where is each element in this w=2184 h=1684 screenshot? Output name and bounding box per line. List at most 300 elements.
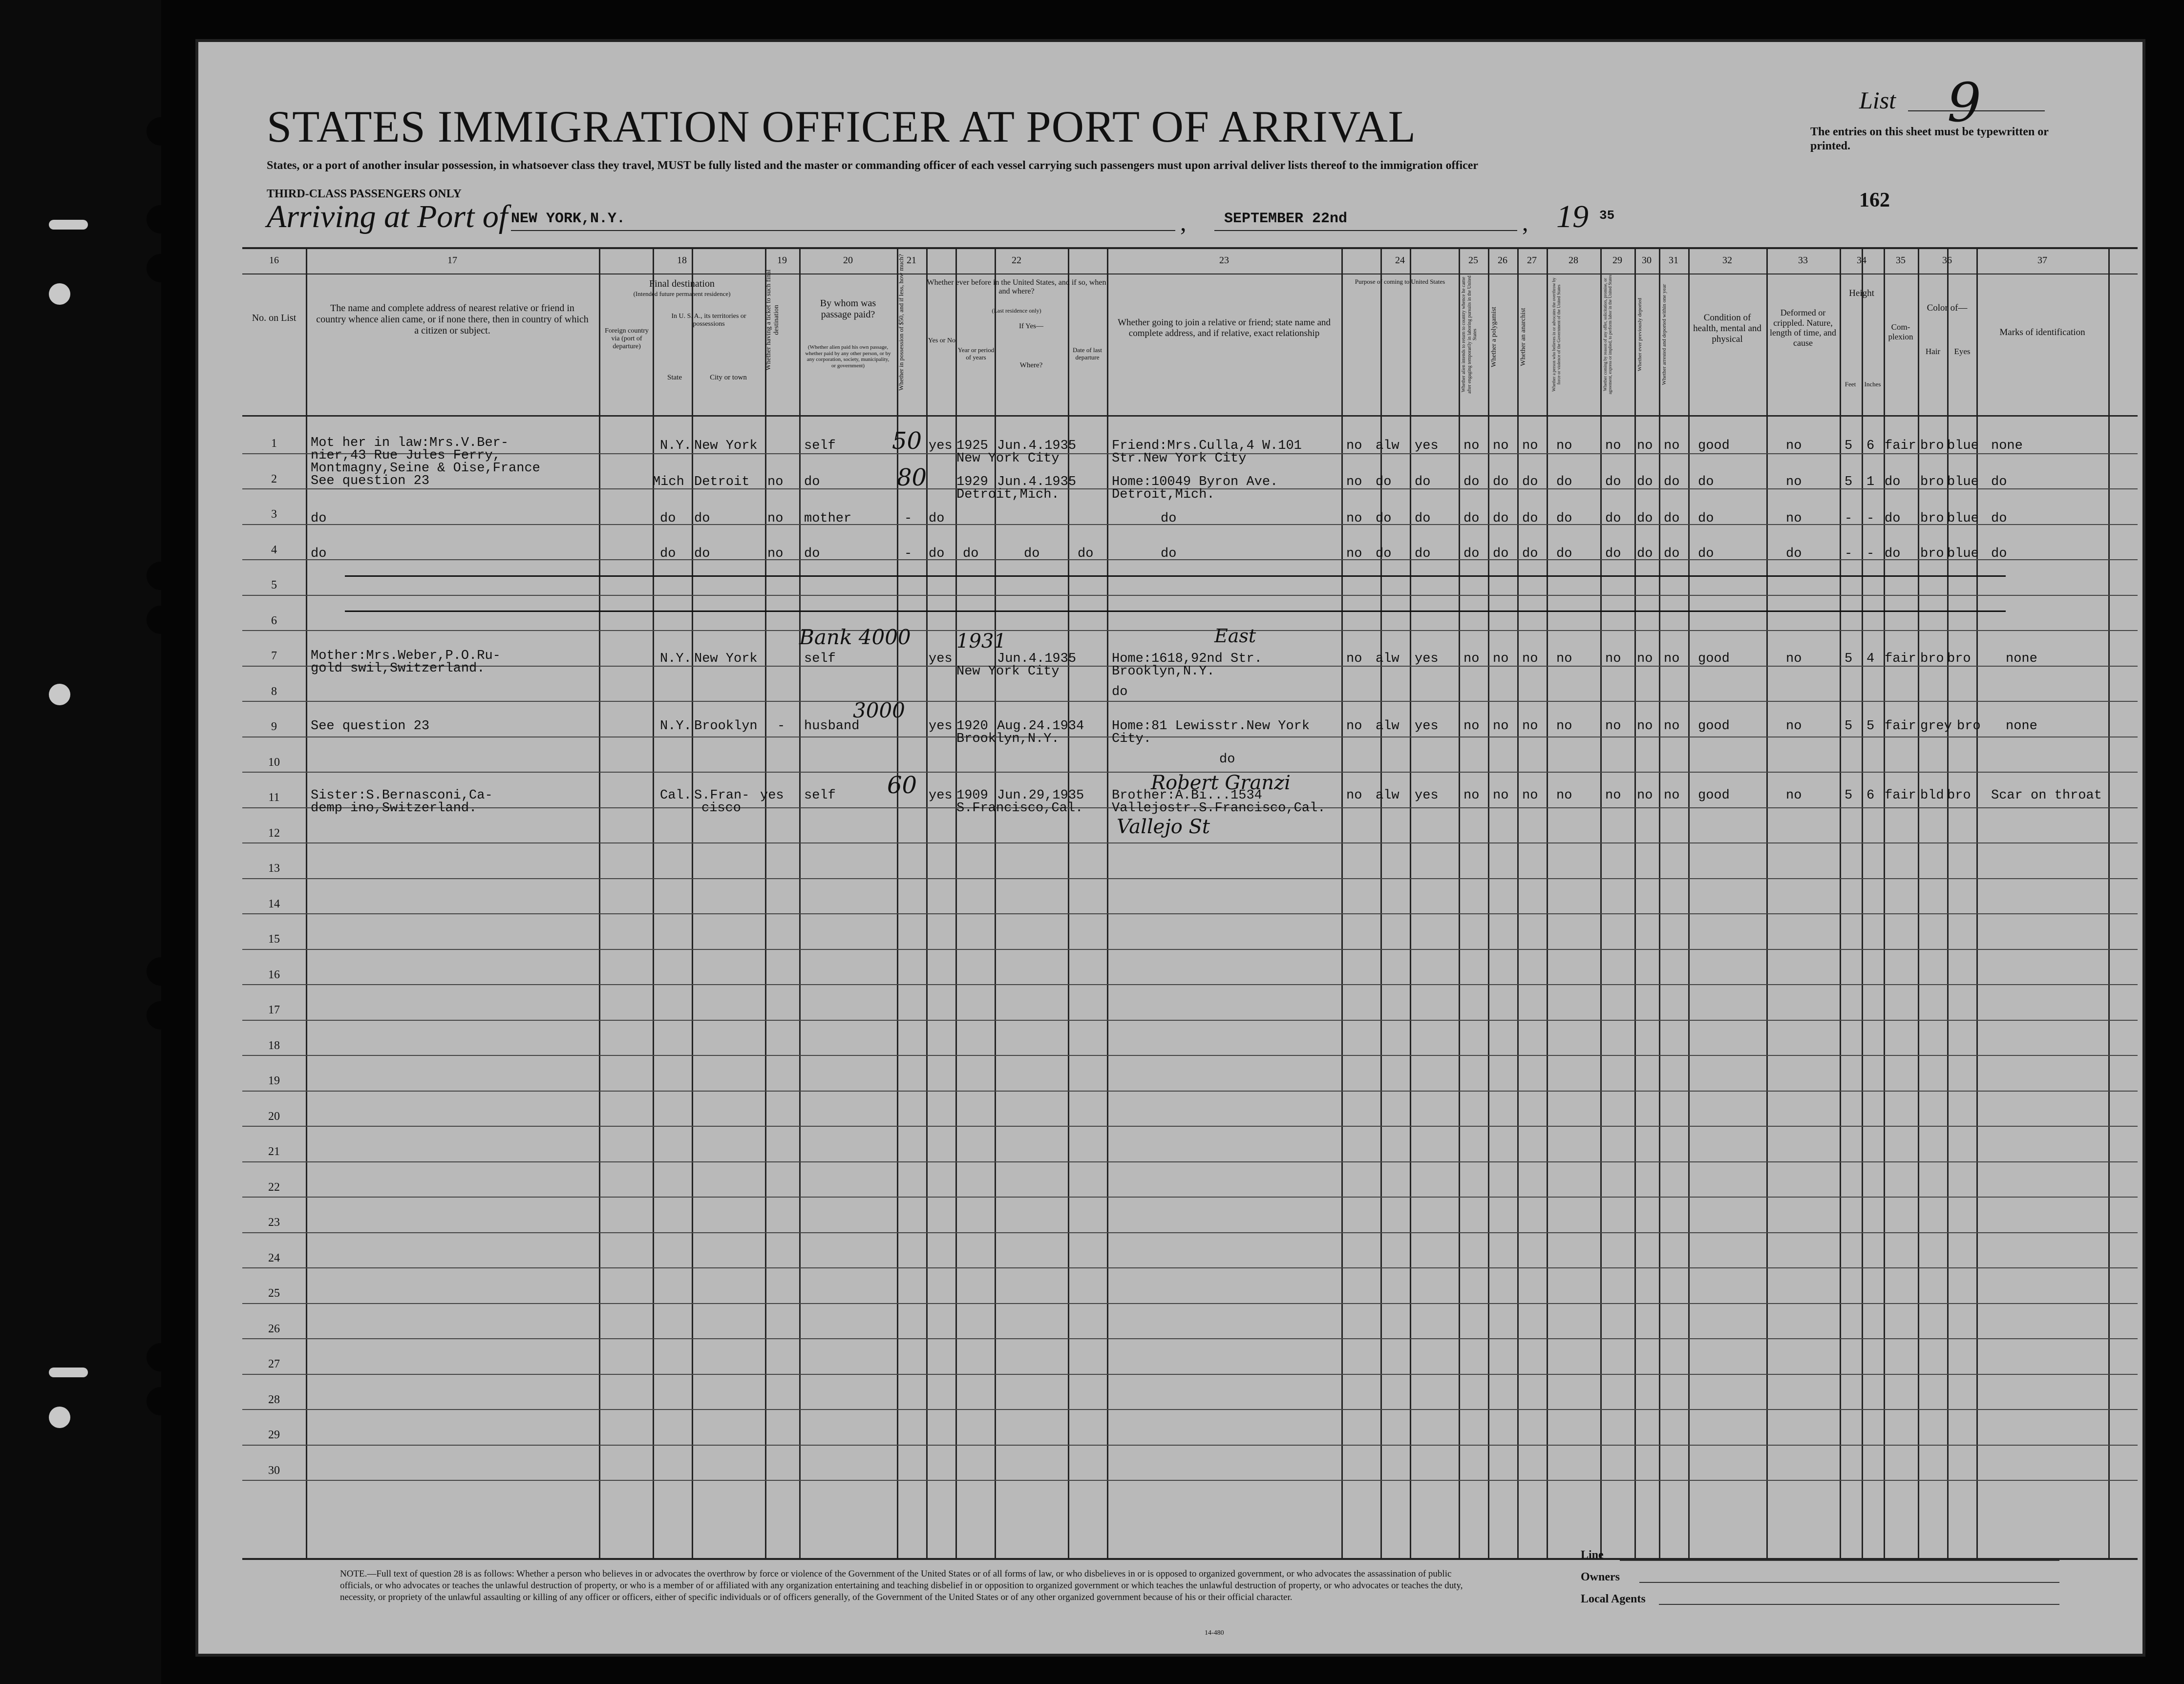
r9-before: yes — [929, 719, 953, 734]
r11-relative-line1: Sister:S.Bernasconi,Ca- — [311, 788, 493, 803]
r2-c31: do — [1664, 475, 1680, 489]
r3-length: do — [1376, 511, 1392, 526]
row-divider — [242, 1055, 2138, 1056]
row-number: 4 — [271, 544, 277, 556]
header-c22-sub: (Last residence only) — [992, 307, 1041, 314]
r7-eyes: bro — [1947, 652, 1971, 666]
binding-hole — [49, 684, 70, 705]
r9-purpose: no — [1346, 719, 1362, 734]
form-number: 14-480 — [1205, 1629, 1224, 1637]
r2-paid: do — [804, 475, 820, 489]
column-divider — [1840, 249, 1841, 1558]
r1-inches: 6 — [1866, 439, 1875, 453]
year-suffix: 35 — [1599, 208, 1615, 223]
colnum-27: 27 — [1527, 255, 1537, 266]
r3-deformed: no — [1786, 511, 1802, 526]
header-c22-year: Year or period of years — [957, 346, 995, 361]
r1-complexion: fair — [1885, 439, 1916, 453]
r11-relative-line2: demp ino,Switzerland. — [311, 801, 477, 816]
r3-feet: - — [1845, 511, 1853, 526]
r2-c29: do — [1605, 475, 1621, 489]
r9-complexion: fair — [1885, 719, 1916, 734]
r1-relative-line1: Mot her in law:Mrs.V.Ber- — [311, 436, 509, 450]
r4-c29: do — [1605, 547, 1621, 561]
r4-eyes: blue — [1947, 547, 1979, 561]
column-divider — [1107, 249, 1108, 1558]
r7-c28: no — [1556, 652, 1572, 666]
r11-before: yes — [929, 788, 953, 803]
r9-c27: no — [1522, 719, 1538, 734]
r1-c26: no — [1493, 439, 1509, 453]
r11-join: Brother:A.Bi...1534 — [1112, 788, 1262, 803]
punch-hole — [147, 254, 175, 282]
r1-length: alw — [1376, 439, 1399, 453]
r9-money: 3000 — [853, 698, 905, 722]
colnum-22: 22 — [1012, 255, 1021, 266]
r1-c25: no — [1463, 439, 1480, 453]
r1-purpose: no — [1346, 439, 1362, 453]
r9-state: N.Y. — [660, 719, 692, 734]
r9-c30: no — [1637, 719, 1653, 734]
row-divider — [242, 1091, 2138, 1092]
row-number: 8 — [271, 685, 277, 698]
r3-ticket: no — [767, 511, 784, 526]
r11-paid: self — [804, 788, 836, 803]
r2-where2: Detroit,Mich. — [956, 487, 1060, 502]
r4-paid: do — [804, 547, 820, 561]
row-number: 21 — [268, 1145, 280, 1158]
comma: , — [1522, 209, 1528, 236]
r11-length: alw — [1376, 788, 1399, 803]
colnum-33: 33 — [1798, 255, 1808, 266]
colnum-35: 35 — [1896, 255, 1906, 266]
r11-eyes: bro — [1947, 788, 1971, 803]
r2-deformed: no — [1786, 475, 1802, 489]
r9-eyes: bro — [1957, 719, 1981, 734]
r2-state: Mich — [653, 475, 684, 489]
r11-c29: no — [1605, 788, 1621, 803]
row-divider — [242, 595, 2138, 596]
r7-money: Bank 4000 — [799, 625, 911, 649]
r1-feet: 5 — [1845, 439, 1853, 453]
header-c28: Whether a person who believes in or advocates the overthrow by force or violence of the Government of the United States — [1551, 277, 1562, 392]
r7-join-note: East — [1214, 625, 1256, 647]
r7-before: yes — [929, 652, 953, 666]
r4-city: do — [694, 547, 710, 561]
r11-c31: no — [1664, 788, 1680, 803]
list-label: List — [1859, 86, 1896, 114]
row-number: 9 — [271, 720, 277, 733]
r3-complexion: do — [1885, 511, 1901, 526]
row-divider — [242, 1232, 2138, 1233]
colnum-20: 20 — [843, 255, 853, 266]
r4-perm: do — [1415, 547, 1431, 561]
r9-join: Home:81 Lewisstr.New York — [1112, 719, 1310, 734]
row-number: 16 — [268, 968, 280, 981]
r2-length: do — [1376, 475, 1392, 489]
r3-c28: do — [1556, 511, 1572, 526]
header-c20: By whom was passage paid? — [820, 298, 876, 320]
r2-inches: 1 — [1866, 475, 1875, 489]
r4-c27: do — [1522, 547, 1538, 561]
r7-feet: 5 — [1845, 652, 1853, 666]
r9-join3: do — [1219, 752, 1235, 767]
row-divider — [242, 878, 2138, 879]
punch-hole — [147, 606, 175, 634]
header-c18: Final destination — [649, 278, 715, 289]
colnum-23: 23 — [1219, 255, 1229, 266]
row-divider — [242, 1445, 2138, 1446]
entries-note: The entries on this sheet must be typewritten or printed. — [1810, 126, 2049, 152]
r3-join: do — [1161, 511, 1177, 526]
r7-relative-line2: gold swil,Switzerland. — [311, 661, 485, 676]
r11-c26: no — [1493, 788, 1509, 803]
r1-c28: no — [1556, 439, 1572, 453]
binding-slit — [49, 1368, 88, 1377]
r2-year: 1929 — [956, 475, 988, 489]
header-c18-city: City or town — [710, 374, 747, 381]
footer-note: NOTE.—Full text of question 28 is as follows: Whether a person who believes in or advocates the overthrow by force or violence of the Government of the United States or of all forms of law, or who disbelieves in or is opposed to organized government, or who advocates the assassination of public officials, or who advocates or teaches the unlawful destruction of property, or who is a member of or affiliated with any organization entertaining and teaching disbelief in or opposition to organized government or which teaches the unlawful destruction of property, or who advocates or teaches the duty, necessity, or propriety of the unlawful assaulting or killing of any officer or officers, either of specific individuals or of officers generally, of the Government of the United States or of any other organized government because of his or their official character. — [340, 1569, 1463, 1602]
r7-c27: no — [1522, 652, 1538, 666]
r1-relative-line4: See question 23 — [311, 474, 430, 488]
row-number: 14 — [268, 898, 280, 910]
row-number: 20 — [268, 1110, 280, 1123]
arriving-label: Arriving at Port of — [267, 199, 508, 234]
punch-hole — [147, 562, 175, 590]
header-c27: Whether an anarchist — [1520, 308, 1527, 366]
r9-city: Brooklyn — [694, 719, 758, 734]
row-number: 5 — [271, 579, 277, 591]
row-number: 13 — [268, 862, 280, 875]
row-divider — [242, 1480, 2138, 1481]
header-c18-sub: (Intended future permanent residence) — [633, 290, 731, 297]
r2-c30: do — [1637, 475, 1653, 489]
row-number: 23 — [268, 1216, 280, 1229]
r11-city: S.Fran- — [694, 788, 750, 803]
row-divider — [242, 949, 2138, 950]
r7-city: New York — [694, 652, 758, 666]
r9-perm: yes — [1415, 719, 1439, 734]
r11-c28: no — [1556, 788, 1572, 803]
agents-label: Local Agents — [1581, 1593, 1646, 1605]
header-c36-eyes: Eyes — [1954, 347, 1971, 356]
r3-c30: do — [1637, 511, 1653, 526]
r9-paid: husband — [804, 719, 860, 734]
r11-marks: Scar on throat — [1991, 788, 2102, 803]
colnum-16: 16 — [269, 255, 279, 266]
row-number: 24 — [268, 1252, 280, 1264]
r11-c30: no — [1637, 788, 1653, 803]
r4-where: do — [1024, 547, 1040, 561]
r7-c30: no — [1637, 652, 1653, 666]
header-c22-date: Date of last departure — [1073, 346, 1102, 361]
row-number: 15 — [268, 933, 280, 946]
header-c18-usa: In U. S. A., its territories or possessions — [671, 313, 746, 328]
r9-c26: no — [1493, 719, 1509, 734]
column-divider — [799, 249, 801, 1558]
r7-perm: yes — [1415, 652, 1439, 666]
r11-join2: Vallejostr.S.Francisco,Cal. — [1112, 801, 1326, 816]
owners-underline — [1639, 1582, 2059, 1583]
colnum-29: 29 — [1612, 255, 1622, 266]
header-bottom-line — [242, 415, 2138, 417]
r7-where2: New York City — [956, 664, 1060, 679]
sheet-number: 162 — [1859, 189, 1890, 211]
row-number: 29 — [268, 1429, 280, 1441]
row-divider — [242, 1303, 2138, 1304]
colnum-26: 26 — [1498, 255, 1507, 266]
header-c36-hair: Hair — [1925, 347, 1941, 356]
row-number: 11 — [268, 791, 280, 804]
header-c35: Com-plexion — [1888, 322, 1913, 341]
manifest-table — [242, 247, 2138, 1560]
r1-marks: none — [1991, 439, 2023, 453]
r4-length: do — [1376, 547, 1392, 561]
column-divider — [692, 249, 693, 1558]
binding-hole — [49, 1407, 70, 1428]
r4-year: do — [963, 547, 979, 561]
r11-where: Jun.29,1935 — [997, 788, 1084, 803]
r3-c26: do — [1493, 511, 1509, 526]
r3-marks: do — [1991, 511, 2007, 526]
manifest-sheet — [195, 39, 2145, 1657]
r7-c31: no — [1664, 652, 1680, 666]
colnum-30: 30 — [1642, 255, 1652, 266]
r2-purpose: no — [1346, 475, 1362, 489]
r7-year: 1931 — [956, 630, 1006, 653]
header-c34-inches: Inches — [1864, 380, 1881, 388]
row-divider — [242, 1020, 2138, 1021]
r9-length: alw — [1376, 719, 1399, 734]
binding-strip — [0, 0, 161, 1684]
r9-year: 1920 — [956, 719, 988, 734]
r4-join: do — [1161, 547, 1177, 561]
column-divider — [599, 249, 600, 1558]
column-divider — [1862, 249, 1863, 1558]
row-number: 19 — [268, 1074, 280, 1087]
colnum-28: 28 — [1569, 255, 1578, 266]
r1-where: Jun.4.1935 — [997, 439, 1077, 453]
row-number: 30 — [268, 1464, 280, 1477]
r7-marks: none — [2006, 652, 2037, 666]
r2-c26: do — [1493, 475, 1509, 489]
r3-eyes: blue — [1947, 511, 1979, 526]
header-c22-ifyes: If Yes— — [1018, 322, 1043, 330]
colnum-18: 18 — [677, 255, 687, 266]
r1-join2: Str.New York City — [1112, 451, 1247, 466]
header-c29: Whether coming by reason of any offer, solicitation, promise, or agreement, express or implied, to perform labor in the United States — [1603, 274, 1613, 395]
row-number: 2 — [271, 473, 277, 485]
r3-before: do — [929, 511, 945, 526]
colnum-36: 36 — [1942, 255, 1952, 266]
r9-relative: See question 23 — [311, 719, 430, 734]
r4-c26: do — [1493, 547, 1509, 561]
row-divider — [242, 701, 2138, 702]
r11-feet: 5 — [1845, 788, 1853, 803]
r11-money: 60 — [887, 772, 917, 799]
line-label: Line — [1581, 1549, 1604, 1561]
r2-money: 80 — [897, 464, 927, 491]
comma: , — [1180, 209, 1187, 236]
r3-c25: do — [1463, 511, 1480, 526]
r9-c31: no — [1664, 719, 1680, 734]
r9-c28: no — [1556, 719, 1572, 734]
r1-year: 1925 — [956, 439, 988, 453]
r3-relative: do — [311, 511, 327, 526]
column-divider — [1410, 249, 1411, 1558]
r1-hair: bro — [1920, 439, 1944, 453]
r7-join2: Brooklyn,N.Y. — [1112, 664, 1215, 679]
r2-join2: Detroit,Mich. — [1112, 487, 1215, 502]
r4-before: do — [929, 547, 945, 561]
row-number: 7 — [271, 650, 277, 662]
column-divider — [1341, 249, 1343, 1558]
r3-inches: - — [1866, 511, 1875, 526]
column-divider — [1634, 249, 1636, 1558]
port-value: NEW YORK,N.Y. — [511, 210, 626, 227]
header-c33: Deformed or crippled. Nature, length of time, and cause — [1770, 308, 1836, 348]
r4-complexion: do — [1885, 547, 1901, 561]
header-c18-foreign: Foreign country via (port of departure) — [605, 327, 649, 351]
row-divider — [242, 1338, 2138, 1339]
r7-purpose: no — [1346, 652, 1362, 666]
r1-relative-line3: Montmagny,Seine & Oise,France — [311, 461, 540, 476]
header-c30: Whether ever previously deported — [1637, 298, 1643, 371]
r9-feet: 5 — [1845, 719, 1853, 734]
column-divider — [1517, 249, 1519, 1558]
punch-hole — [147, 1343, 175, 1371]
row-number: 1 — [271, 437, 277, 450]
row-divider — [242, 1409, 2138, 1410]
r2-where: Jun.4.1935 — [997, 475, 1077, 489]
r1-before: yes — [929, 439, 953, 453]
punch-hole — [147, 957, 175, 986]
r11-c25: no — [1463, 788, 1480, 803]
r9-inches: 5 — [1866, 719, 1875, 734]
r4-c28: do — [1556, 547, 1572, 561]
column-divider — [1488, 249, 1489, 1558]
row-divider — [242, 524, 2138, 525]
header-c20-sub: (Whether alien paid his own passage, whether paid by any other person, or by any corporation, society, municipality, or government) — [805, 344, 891, 369]
r11-hair: bld — [1920, 788, 1944, 803]
r11-inches: 6 — [1866, 788, 1875, 803]
r2-marks: do — [1991, 475, 2007, 489]
header-c34: Height — [1849, 288, 1874, 298]
r7-relative-line1: Mother:Mrs.Weber,P.O.Ru- — [311, 649, 501, 663]
r1-c27: no — [1522, 439, 1538, 453]
header-c21: Whether in possession of $50, and if less, how much? — [897, 254, 905, 391]
column-divider — [653, 249, 654, 1558]
header-no-on-list: No. on List — [252, 313, 297, 323]
punch-hole — [147, 1001, 175, 1030]
r3-paid: mother — [804, 511, 852, 526]
header-c25: Whether alien intends to return to country whence he came after engaging temporarily in laboring pursuits in the United States — [1461, 275, 1478, 394]
r4-deformed: do — [1786, 547, 1802, 561]
r3-c31: do — [1664, 511, 1680, 526]
header-c34-feet: Feet — [1845, 380, 1856, 388]
row-divider — [242, 1197, 2138, 1198]
row-divider — [242, 1267, 2138, 1268]
r1-eyes: blue — [1947, 439, 1979, 453]
r11-city2: cisco — [701, 801, 742, 816]
r2-health: do — [1698, 475, 1714, 489]
r1-join: Friend:Mrs.Culla,4 W.101 — [1112, 439, 1302, 453]
r3-state: do — [660, 511, 676, 526]
colnum-24: 24 — [1395, 255, 1405, 266]
r4-lastdep: do — [1078, 547, 1094, 561]
r1-where2: New York City — [956, 451, 1060, 466]
row-number: 25 — [268, 1287, 280, 1300]
column-divider — [306, 249, 307, 1558]
r4-c31: do — [1664, 547, 1680, 561]
r1-perm: yes — [1415, 439, 1439, 453]
r4-c25: do — [1463, 547, 1480, 561]
row-divider — [242, 842, 2138, 843]
row-number: 10 — [268, 756, 280, 769]
row-divider — [242, 1161, 2138, 1162]
r1-paid: self — [804, 439, 836, 453]
page-title: STATES IMMIGRATION OFFICER AT PORT OF ARRIVAL — [267, 102, 1416, 151]
r11-c27: no — [1522, 788, 1538, 803]
row-number: 3 — [271, 508, 277, 521]
r7-where: Jun.4.1935 — [997, 652, 1077, 666]
header-c37: Marks of identification — [1999, 327, 2085, 337]
r4-ticket: no — [767, 547, 784, 561]
r1-c31: no — [1664, 439, 1680, 453]
r3-city: do — [694, 511, 710, 526]
r11-deformed: no — [1786, 788, 1802, 803]
row-divider — [242, 630, 2138, 631]
row-number: 22 — [268, 1181, 280, 1194]
row-number: 26 — [268, 1323, 280, 1335]
r4-c30: do — [1637, 547, 1653, 561]
year-prefix: 19 — [1556, 199, 1589, 234]
r7-deformed: no — [1786, 652, 1802, 666]
r7-hair: bro — [1920, 652, 1944, 666]
r11-complexion: fair — [1885, 788, 1916, 803]
column-divider — [765, 249, 766, 1558]
family-separator-line — [345, 575, 2006, 577]
r1-health: good — [1698, 439, 1730, 453]
date-underline — [1214, 230, 1517, 231]
column-divider — [1459, 249, 1460, 1558]
r7-inches: 4 — [1866, 652, 1875, 666]
colnum-37: 37 — [2037, 255, 2047, 266]
column-divider — [1688, 249, 1690, 1558]
port-underline — [511, 230, 1175, 231]
r2-complexion: do — [1885, 475, 1901, 489]
header-c36: Color of— — [1927, 303, 1968, 313]
r1-state: N.Y. — [660, 439, 692, 453]
binding-slit — [49, 220, 88, 230]
punch-hole — [147, 205, 175, 233]
colnum-19: 19 — [777, 255, 787, 266]
r4-inches: - — [1866, 547, 1875, 561]
r9-hair: grey — [1920, 719, 1952, 734]
colnum-34: 34 — [1857, 255, 1866, 266]
r2-c25: do — [1463, 475, 1480, 489]
header-c26: Whether a polygamist — [1490, 307, 1498, 367]
r2-c28: do — [1556, 475, 1572, 489]
column-divider — [1547, 249, 1548, 1558]
header-c31: Whether arrested and deported within one year — [1661, 284, 1667, 385]
r2-ticket: no — [767, 475, 784, 489]
r3-money: - — [904, 511, 912, 526]
row-divider — [242, 913, 2138, 914]
row-number: 28 — [268, 1393, 280, 1406]
binding-hole — [49, 283, 70, 305]
r4-health: do — [1698, 547, 1714, 561]
